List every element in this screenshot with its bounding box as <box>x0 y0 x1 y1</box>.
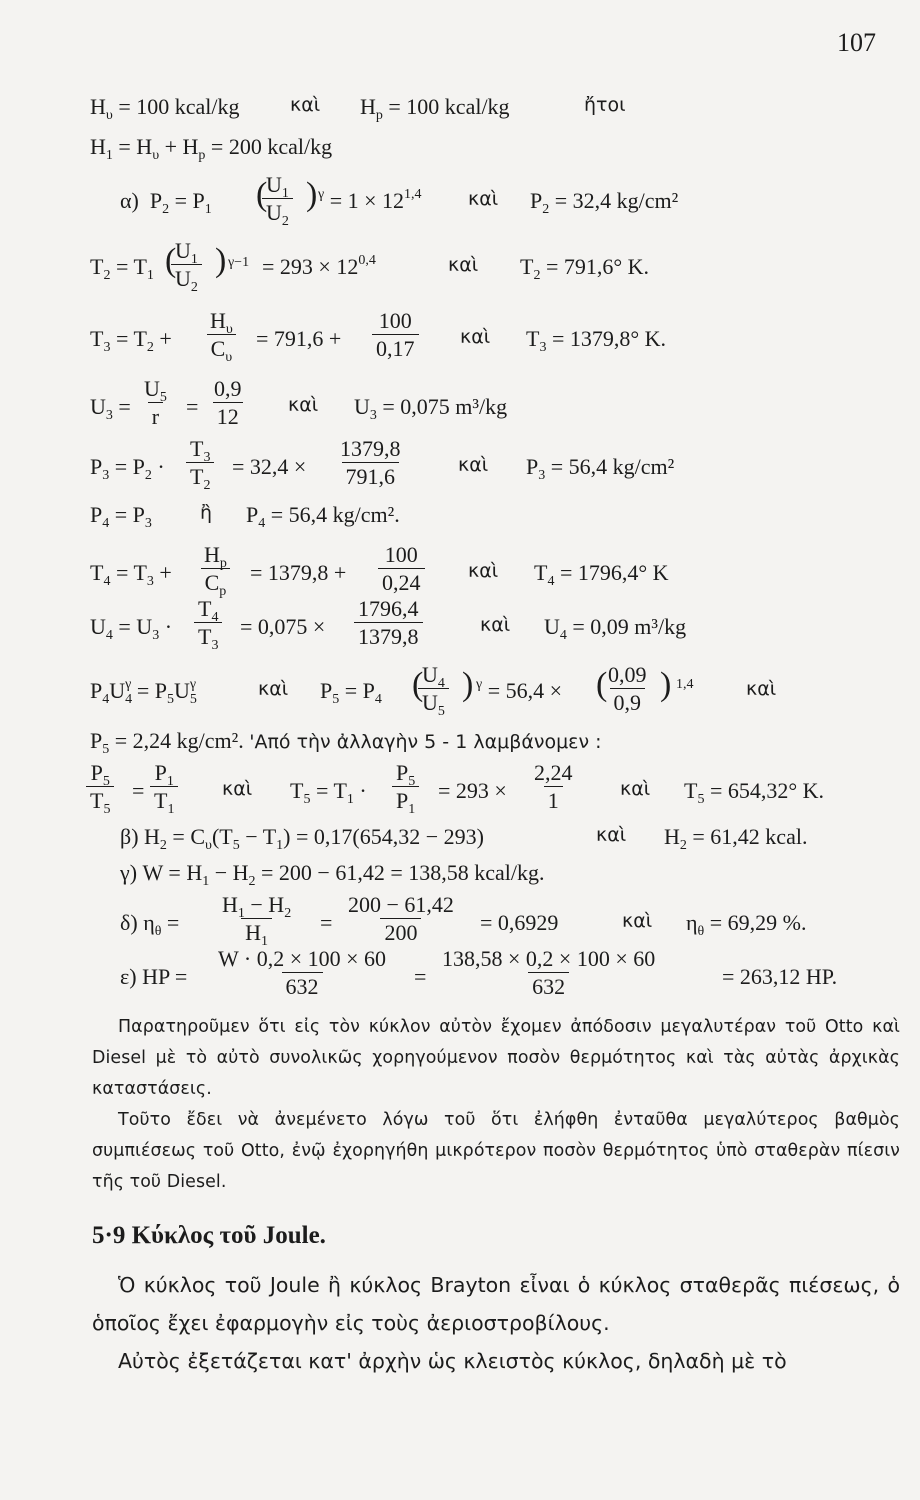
section-heading: 5·9 Κύκλος τοῦ Joule. <box>92 1222 326 1249</box>
paragraph: Αὐτὸς ἐξετάζεται κατ' ἀρχὴν ὡς κλειστὸς κύκλος, δηλαδὴ μὲ τὸ <box>118 1349 787 1373</box>
paragraph: Ὁ κύκλος τοῦ Joule ἢ κύκλος Brayton εἶναι ὁ κύκλος σταθερᾶς πιέσεως, ὁ ὁποῖος ἔχει ἐφαρμογὴν εἰς τοὺς ἀεριοστροβίλους. <box>92 1273 900 1335</box>
paragraph: Παρατηροῦμεν ὅτι εἰς τὸν κύκλον αὐτὸν ἔχομεν ἀπόδοσιν μεγαλυτέραν τοῦ Otto καὶ Diesel μὲ τὸ αὐτὸ συνολικῶς χορηγούμενον ποσὸν θερμότητος καὶ τὰς αὐτὰς ἀρχικὰς καταστάσεις. <box>92 1017 900 1099</box>
paragraph: Τοῦτο ἔδει νὰ ἀνεμένετο λόγω τοῦ ὅτι ἐλήφθη ἐνταῦθα μεγαλύτερος βαθμὸς συμπιέσεως τοῦ Otto, ἐνῷ ἐχορηγήθη μικρότερον ποσὸν θερμότητος ὑπὸ σταθερὰν πίεσιν τῆς τοῦ Diesel. <box>92 1110 900 1192</box>
equation-text <box>0 0 1 1</box>
page-number: 107 <box>837 28 876 57</box>
book-page: 107 $H_\upsilon = 100$ kcal/kg καὶ $H_p = 100$ kcal/kg ἤτοι $H_1 = H_\upsilon + H_p = 200$ kcal/kg α) $P_2 = P_1$ ( $\frac{U_1}{U_2}$ ) $^\gamma = 1 \times 12^{1,4}$ καὶ $P_2 = 32,4$ kg/cm² $T_2 = T_1$ ( $\frac{U_1}{U_2}$ ) γ−1 = $293 \times 12^{0,4}$ καὶ $T_2 = 791,6^\circ$ K. $T_3 = T_2$ + $\frac{H_\upsilon}{C_\upsilon}$ = 791,6 + $\frac{100}{0,17}$ καὶ $T_3 = 1379,8^\circ$ K. $U_3$ = $\frac{U_5}{r}$ = $\frac{0,9}{12}$ καὶ $U_3 = 0,075$ m³/kg $P_3 = P_2$ · $\frac{T_3}{T_2}$ = 32,4 × $\frac{1379,8}{791,6}$ καὶ $P_3 = 56,4$ kg/cm² $P_4 = P_3$ ἢ $P_4 = 56,4$ kg/cm². $T_4 = T_3$ + $\frac{H_p}{C_p}$ = 1379,8 + $\frac{100}{0,24}$ καὶ $T_4 = 1796,4^\circ$ K $U_4 = U_3$ · $\frac{T_4}{T_3}$ = 0,075 × $\frac{1796,4}{1379,8}$ καὶ $U_4 = 0,09$ m³/kg $P_4U_4^\gamma = P_5U_5^\gamma$ καὶ $P_5 = P_4$ ( $\frac{U_4}{U_5}$ ) $^\gamma$ = 56,4 × ( $\frac{0,09}{0,9}$ ) 1,4 καὶ $P_5 = 2,24$ kg/cm². 'Από τὴν ἀλλαγὴν 5 - 1 λαμβάνομεν : $\frac{P_5}{T_5}$ = $\frac{P_1}{T_1}$ καὶ $T_5 = T_1$ · $\frac{P_5}{P_1}$ = 293 × $\frac{2,24}{1}$ καὶ $T_5 = 654,32^\circ$ K. β) $H_2 = C_\upsilon(T_5 - T_1) = 0,17(654,32 - 293)$ καὶ $H_2 = 61,42$ kcal. γ) $W = H_1 - H_2 = 200 - 61,42 = 138,58$ kcal/kg. δ) $\eta_\theta$ = $\frac{H_1 - H_2}{H_1}$ = $\frac{200 - 61,42}{200}$ = 0,6929 καὶ $\eta_\theta = 69,29$ %. ε) HP = $\frac{W \cdot 0,2 \times 100 \times 60}{632}$ = $\frac{138,58 \times 0,2 \times 100 \times 60}{632}$ = 263,12 HP. Παρατηροῦμεν ὅτι εἰς τὸν κύκλον αὐτὸν ἔχομεν ἀπόδοσιν μεγαλυτέραν τοῦ Otto καὶ Diesel μὲ τὸ αὐτὸ συνολικῶς χορηγούμενον ποσὸν θερμότητος καὶ τὰς αὐτὰς ἀρχικὰς καταστάσεις. Τοῦτο ἔδει νὰ ἀνεμένετο λόγω τοῦ ὅτι ἐλήφθη ἐνταῦθα μεγαλύτερος βαθμὸς συμπιέσεως τοῦ Otto, ἐνῷ ἐχορηγήθη μικρότερον ποσὸν θερμότητος ὑπὸ σταθερὰν πίεσιν τῆς τοῦ Diesel. 5·9 Κύκλος τοῦ Joule. Ὁ κύκλος τοῦ Joule ἢ κύκλος Brayton εἶναι ὁ κύκλος σταθερᾶς πιέσεως, ὁ ὁποῖος ἔχει ἐφαρμογὴν εἰς τοὺς ἀεριοστροβίλους. Αὐτὸς ἐξετάζεται κατ' ἀρχὴν ὡς κλειστὸς κύκλος, δηλαδὴ μὲ τὸ <box>0 0 920 1500</box>
